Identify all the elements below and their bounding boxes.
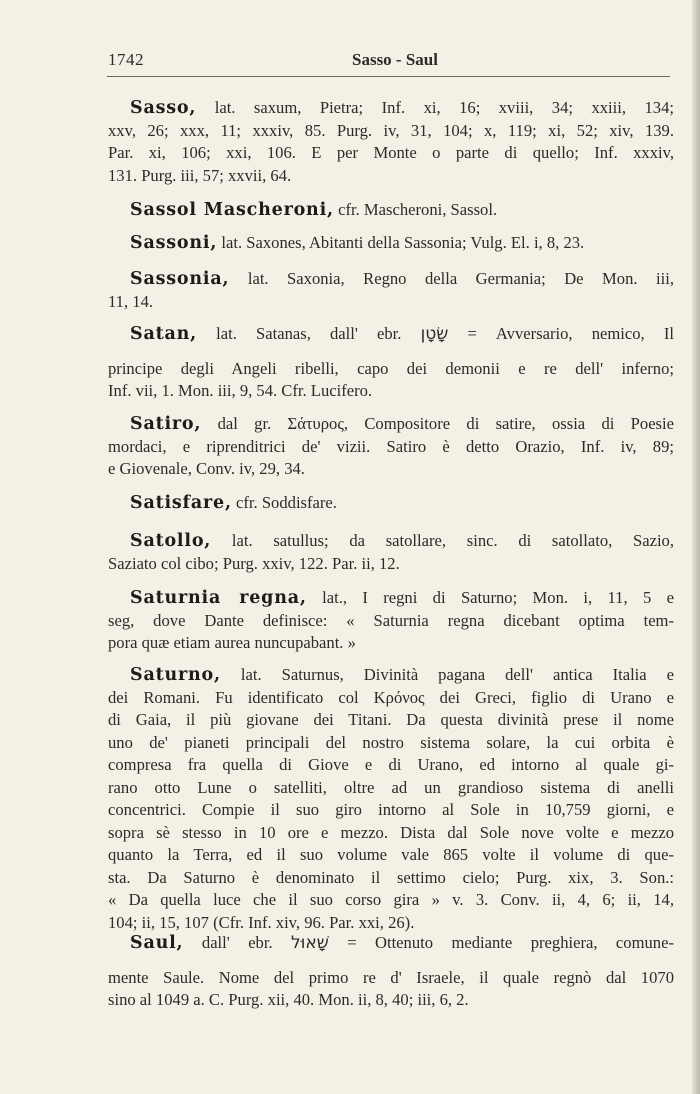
headword: Sassol Mascheroni, <box>130 200 334 220</box>
entry-sassol-mascheroni <box>108 199 674 222</box>
entry-text: mordaci, e riprenditrici de' vizii. Satiro è detto Orazio, Inf. iv, 89; <box>108 436 674 456</box>
entry-text: Saziato col cibo; Purg. xxiv, 122. Par. ii, 12. <box>108 553 400 573</box>
entry-sassonia <box>108 268 674 313</box>
entry-text: lat. Saxones, Abitanti della Sassonia; Vulg. El. i, 8, 23. <box>221 233 585 252</box>
entry-text: sta. Da Saturno è denominato il settimo cielo; Purg. xix, 3. Son.: <box>108 867 674 887</box>
entry-sasso <box>108 97 674 187</box>
page-edge-shadow <box>692 0 700 1094</box>
headword: Sassoni, <box>130 233 218 253</box>
entry-text: dall' ebr. <box>201 933 273 952</box>
entry-saul <box>108 932 674 1012</box>
headword: Sassonia, <box>130 269 230 289</box>
entry-text: 104; ii, 15, 107 (Cfr. Inf. xiv, 96. Par. xxi, 26). <box>108 912 415 932</box>
headword: Sasso, <box>130 98 197 118</box>
entry-text: Inf. vii, 1. Mon. iii, 9, 54. Cfr. Lucifero. <box>108 381 373 400</box>
entry-text: mente Saule. Nome del primo re d' Israele, il quale regnò dal 1070 <box>108 967 674 987</box>
entry-text: lat. Saturnus, Divinità pagana dell' antica Italia e <box>240 665 674 684</box>
header-rule <box>107 76 670 77</box>
entry-text: rano otto Lune o satelliti, oltre ad un grandioso sistema di anelli <box>108 777 674 797</box>
entry-text: lat. satullus; da satollare, sinc. di satollato, Sazio, <box>231 531 674 550</box>
headword: Satan, <box>130 324 198 344</box>
headword: Saturno, <box>130 665 221 685</box>
running-head: Sasso - Saul <box>352 50 438 69</box>
hebrew-word: שָׁאוּל <box>291 933 329 953</box>
entry-sassoni <box>108 232 674 255</box>
entry-text: pora quæ etiam aurea nuncupabant. » <box>108 633 356 652</box>
entry-text: di Gaia, il più giovane dei Titani. Da questa divinità prese il nome <box>108 710 674 729</box>
entry-text: dei Romani. Fu identificato col Κρόνος dei Greci, figlio di Urano e <box>108 687 674 707</box>
entry-text: lat., I regni di Saturno; Mon. i, 11, 5 e <box>322 588 674 607</box>
entry-text: lat. Satanas, dall' ebr. <box>216 324 402 343</box>
entry-satan <box>108 323 674 403</box>
entry-text: cfr. Mascheroni, Sassol. <box>338 200 498 219</box>
entry-text: Par. xi, 106; xxi, 106. E per Monte o parte di quello; Inf. xxxiv, <box>108 143 674 162</box>
entry-text: sino al 1049 a. C. Purg. xii, 40. Mon. ii, 8, 40; iii, 6, 2. <box>108 990 469 1009</box>
entry-text: compresa fra quella di Giove e di Urano, ed intorno al quale gi- <box>108 755 674 774</box>
entry-satiro <box>108 413 674 481</box>
entry-text: xxv, 26; xxx, 11; xxxiv, 85. Purg. iv, 31, 104; x, 119; xi, 52; xiv, 139. <box>108 120 674 140</box>
entry-text: quanto la Terra, ed il suo volume vale 865 volte il volume di que- <box>108 845 674 864</box>
entry-text: e Giovenale, Conv. iv, 29, 34. <box>108 459 305 478</box>
entry-text: seg, dove Dante definisce: « Saturnia regna dicebant optima tem- <box>108 610 674 630</box>
entry-text: sopra sè stesso in 10 ore e mezzo. Dista dal Sole nove volte e mezzo <box>108 822 674 842</box>
entry-text: 11, 14. <box>108 291 154 311</box>
headword: Satollo, <box>130 531 212 551</box>
entry-text: « Da quella luce che il suo corso gira » v. 3. Conv. ii, 4, 6; ii, 14, <box>108 890 674 909</box>
entry-satollo <box>108 530 674 575</box>
entry-text: lat. saxum, Pietra; Inf. xi, 16; xviii, 34; xxiii, 134; <box>214 98 674 117</box>
entry-saturno <box>108 664 674 934</box>
entry-satisfare <box>108 492 674 515</box>
entry-text: = Avversario, nemico, Il <box>467 324 674 343</box>
entry-text: cfr. Soddisfare. <box>236 493 337 512</box>
entry-text: lat. Saxonia, Regno della Germania; De Mon. iii, <box>247 269 674 288</box>
headword: Satisfare, <box>130 493 232 513</box>
headword: Satiro, <box>130 414 202 434</box>
headword: Saul, <box>130 933 184 953</box>
entry-text: uno de' pianeti principali del nostro sistema solare, la cui orbita è <box>108 732 674 752</box>
headword: Saturnia regna, <box>130 588 307 608</box>
entry-text: principe degli Angeli ribelli, capo dei demonii e re dell' inferno; <box>108 358 674 378</box>
entry-text: = Ottenuto mediante preghiera, comune- <box>347 933 674 952</box>
page-number: 1742 <box>108 50 144 69</box>
entry-text: concentrici. Compie il suo giro intorno al Sole in 10,759 giorni, e <box>108 800 674 819</box>
hebrew-word: שָׂטָן <box>420 324 449 344</box>
entry-saturnia-regna <box>108 587 674 655</box>
entry-text: 131. Purg. iii, 57; xxvii, 64. <box>108 165 292 185</box>
entry-text: dal gr. Σάτυρος, Compositore di satire, ossia di Poesie <box>217 414 674 433</box>
